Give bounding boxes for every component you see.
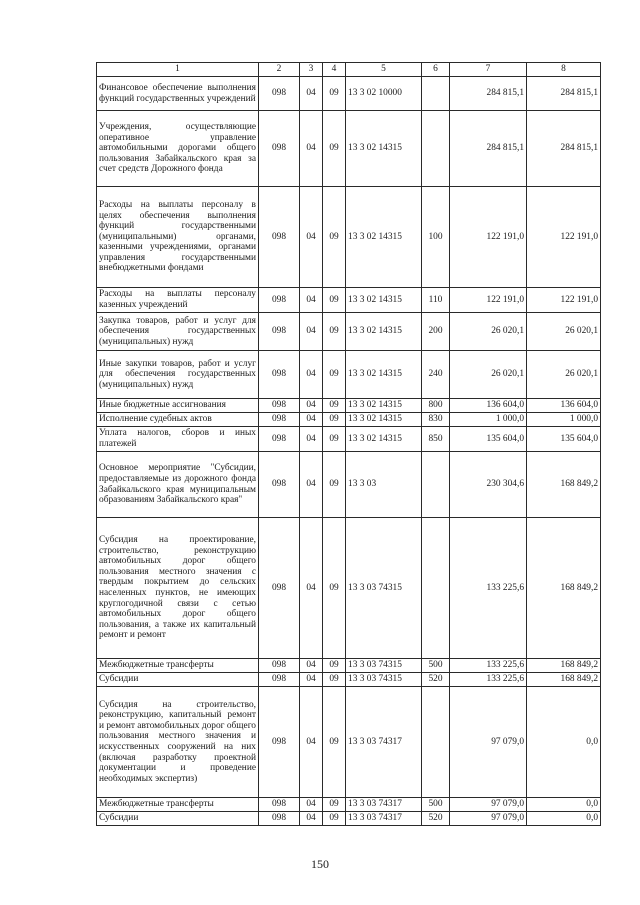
row-name-cell: Иные бюджетные ассигнования <box>97 399 259 413</box>
col-header-5: 5 <box>346 63 422 77</box>
expense-type-cell: 850 <box>422 427 450 452</box>
amount-col8-cell: 122 191,0 <box>527 288 601 313</box>
target-item-cell: 13 3 03 74315 <box>346 659 422 673</box>
ministry-code-cell: 098 <box>259 413 300 427</box>
section-cell: 04 <box>300 288 323 313</box>
table-row <box>97 77 601 111</box>
amount-col7-cell: 133 225,6 <box>450 673 527 687</box>
col-header-2: 2 <box>259 63 300 77</box>
subsection-cell: 09 <box>323 399 346 413</box>
amount-col7-cell: 122 191,0 <box>450 288 527 313</box>
row-name-cell: Закупка товаров, работ и услуг для обеспечения государственных (муниципальных) нужд <box>97 313 259 351</box>
section-cell: 04 <box>300 427 323 452</box>
ministry-code-cell: 098 <box>259 518 300 659</box>
target-item-cell: 13 3 02 14315 <box>346 313 422 351</box>
amount-col7-cell: 1 000,0 <box>450 413 527 427</box>
amount-col7-cell: 284 815,1 <box>450 111 527 187</box>
ministry-code-cell: 098 <box>259 798 300 812</box>
ministry-code-cell: 098 <box>259 111 300 187</box>
row-name-cell: Основное мероприятие "Субсидии, предоставляемые из дорожного фонда Забайкальского края муниципальным образованиям Забайкальского края" <box>97 452 259 518</box>
row-name-cell: Субсидии <box>97 812 259 826</box>
table-row <box>97 812 601 826</box>
subsection-cell: 09 <box>323 187 346 288</box>
ministry-code-cell: 098 <box>259 351 300 399</box>
amount-col8-cell: 26 020,1 <box>527 351 601 399</box>
amount-col8-cell: 26 020,1 <box>527 313 601 351</box>
ministry-code-cell: 098 <box>259 77 300 111</box>
subsection-cell: 09 <box>323 427 346 452</box>
target-item-cell: 13 3 03 74315 <box>346 673 422 687</box>
amount-col8-cell: 168 849,2 <box>527 518 601 659</box>
section-cell: 04 <box>300 399 323 413</box>
table-row <box>97 427 601 452</box>
expense-type-cell <box>422 687 450 798</box>
amount-col8-cell: 168 849,2 <box>527 452 601 518</box>
amount-col8-cell: 0,0 <box>527 798 601 812</box>
ministry-code-cell: 098 <box>259 288 300 313</box>
amount-col8-cell: 284 815,1 <box>527 77 601 111</box>
expense-type-cell <box>422 518 450 659</box>
row-name-cell: Субсидия на проектирование, строительство, реконструкцию автомобильных дорог общего пользования местного значения с твердым покрытием до сельских населенных пунктов, не имеющих круглогодичной связи с сетью автомобильных дорог общего пользования, а также их капитальный ремонт и ремонт <box>97 518 259 659</box>
col-header-8: 8 <box>527 63 601 77</box>
expense-type-cell: 500 <box>422 659 450 673</box>
section-cell: 04 <box>300 673 323 687</box>
table-row <box>97 798 601 812</box>
section-cell: 04 <box>300 187 323 288</box>
col-header-3: 3 <box>300 63 323 77</box>
section-cell: 04 <box>300 518 323 659</box>
subsection-cell: 09 <box>323 313 346 351</box>
subsection-cell: 09 <box>323 659 346 673</box>
table-row <box>97 687 601 798</box>
target-item-cell: 13 3 03 74317 <box>346 798 422 812</box>
subsection-cell: 09 <box>323 452 346 518</box>
table-row <box>97 659 601 673</box>
amount-col8-cell: 122 191,0 <box>527 187 601 288</box>
target-item-cell: 13 3 03 <box>346 452 422 518</box>
subsection-cell: 09 <box>323 351 346 399</box>
subsection-cell: 09 <box>323 77 346 111</box>
row-name-cell: Расходы на выплаты персоналу в целях обеспечения выполнения функций государственными (муниципальными) органами, казенными учреждениями, органами управления государственными внебюджетными фондами <box>97 187 259 288</box>
table-row <box>97 673 601 687</box>
target-item-cell: 13 3 02 14315 <box>346 399 422 413</box>
amount-col8-cell: 168 849,2 <box>527 673 601 687</box>
section-cell: 04 <box>300 812 323 826</box>
section-cell: 04 <box>300 351 323 399</box>
expense-type-cell <box>422 77 450 111</box>
expense-type-cell: 800 <box>422 399 450 413</box>
ministry-code-cell: 098 <box>259 427 300 452</box>
target-item-cell: 13 3 02 14315 <box>346 187 422 288</box>
table-row <box>97 313 601 351</box>
amount-col8-cell: 136 604,0 <box>527 399 601 413</box>
ministry-code-cell: 098 <box>259 187 300 288</box>
amount-col8-cell: 168 849,2 <box>527 659 601 673</box>
ministry-code-cell: 098 <box>259 452 300 518</box>
target-item-cell: 13 3 03 74317 <box>346 687 422 798</box>
col-header-1: 1 <box>97 63 259 77</box>
target-item-cell: 13 3 03 74317 <box>346 812 422 826</box>
col-header-4: 4 <box>323 63 346 77</box>
section-cell: 04 <box>300 798 323 812</box>
ministry-code-cell: 098 <box>259 812 300 826</box>
subsection-cell: 09 <box>323 687 346 798</box>
page-number: 150 <box>311 857 329 871</box>
section-cell: 04 <box>300 452 323 518</box>
budget-table <box>96 62 601 826</box>
amount-col7-cell: 97 079,0 <box>450 812 527 826</box>
subsection-cell: 09 <box>323 798 346 812</box>
ministry-code-cell: 098 <box>259 673 300 687</box>
row-name-cell: Исполнение судебных актов <box>97 413 259 427</box>
expense-type-cell <box>422 452 450 518</box>
table-row <box>97 452 601 518</box>
expense-type-cell: 520 <box>422 812 450 826</box>
amount-col7-cell: 136 604,0 <box>450 399 527 413</box>
section-cell: 04 <box>300 313 323 351</box>
table-header-row <box>97 63 601 77</box>
table-row <box>97 288 601 313</box>
expense-type-cell: 500 <box>422 798 450 812</box>
ministry-code-cell: 098 <box>259 659 300 673</box>
amount-col8-cell: 135 604,0 <box>527 427 601 452</box>
amount-col7-cell: 133 225,6 <box>450 518 527 659</box>
row-name-cell: Уплата налогов, сборов и иных платежей <box>97 427 259 452</box>
amount-col7-cell: 97 079,0 <box>450 687 527 798</box>
table-row <box>97 399 601 413</box>
subsection-cell: 09 <box>323 288 346 313</box>
table-row <box>97 111 601 187</box>
table-row <box>97 187 601 288</box>
row-name-cell: Межбюджетные трансферты <box>97 659 259 673</box>
row-name-cell: Учреждения, осуществляющие оперативное управление автомобильными дорогами общего пользования Забайкальского края за счет средств Дорожного фонда <box>97 111 259 187</box>
target-item-cell: 13 3 02 14315 <box>346 351 422 399</box>
row-name-cell: Межбюджетные трансферты <box>97 798 259 812</box>
expense-type-cell: 240 <box>422 351 450 399</box>
target-item-cell: 13 3 02 10000 <box>346 77 422 111</box>
section-cell: 04 <box>300 77 323 111</box>
target-item-cell: 13 3 02 14315 <box>346 427 422 452</box>
section-cell: 04 <box>300 687 323 798</box>
amount-col8-cell: 0,0 <box>527 687 601 798</box>
table-row <box>97 413 601 427</box>
subsection-cell: 09 <box>323 518 346 659</box>
row-name-cell: Иные закупки товаров, работ и услуг для обеспечения государственных (муниципальных) нужд <box>97 351 259 399</box>
amount-col7-cell: 26 020,1 <box>450 351 527 399</box>
col-header-7: 7 <box>450 63 527 77</box>
amount-col7-cell: 135 604,0 <box>450 427 527 452</box>
row-name-cell: Субсидия на строительство, реконструкцию, капитальный ремонт и ремонт автомобильных дорог общего пользования местного значения и искусственных сооружений на них (включая разработку проектной документации и проведение необходимых экспертиз) <box>97 687 259 798</box>
amount-col8-cell: 284 815,1 <box>527 111 601 187</box>
ministry-code-cell: 098 <box>259 399 300 413</box>
expense-type-cell: 110 <box>422 288 450 313</box>
amount-col7-cell: 133 225,6 <box>450 659 527 673</box>
row-name-cell: Финансовое обеспечение выполнения функций государственных учреждений <box>97 77 259 111</box>
table-row <box>97 518 601 659</box>
amount-col7-cell: 284 815,1 <box>450 77 527 111</box>
subsection-cell: 09 <box>323 673 346 687</box>
amount-col7-cell: 230 304,6 <box>450 452 527 518</box>
target-item-cell: 13 3 02 14315 <box>346 111 422 187</box>
section-cell: 04 <box>300 111 323 187</box>
section-cell: 04 <box>300 659 323 673</box>
target-item-cell: 13 3 03 74315 <box>346 518 422 659</box>
amount-col8-cell: 1 000,0 <box>527 413 601 427</box>
expense-type-cell: 520 <box>422 673 450 687</box>
amount-col7-cell: 26 020,1 <box>450 313 527 351</box>
subsection-cell: 09 <box>323 413 346 427</box>
table-row <box>97 351 601 399</box>
amount-col8-cell: 0,0 <box>527 812 601 826</box>
row-name-cell: Субсидии <box>97 673 259 687</box>
amount-col7-cell: 122 191,0 <box>450 187 527 288</box>
section-cell: 04 <box>300 413 323 427</box>
expense-type-cell: 100 <box>422 187 450 288</box>
expense-type-cell <box>422 111 450 187</box>
target-item-cell: 13 3 02 14315 <box>346 288 422 313</box>
col-header-6: 6 <box>422 63 450 77</box>
row-name-cell: Расходы на выплаты персоналу казенных учреждений <box>97 288 259 313</box>
subsection-cell: 09 <box>323 812 346 826</box>
expense-type-cell: 200 <box>422 313 450 351</box>
amount-col7-cell: 97 079,0 <box>450 798 527 812</box>
expense-type-cell: 830 <box>422 413 450 427</box>
target-item-cell: 13 3 02 14315 <box>346 413 422 427</box>
subsection-cell: 09 <box>323 111 346 187</box>
ministry-code-cell: 098 <box>259 313 300 351</box>
ministry-code-cell: 098 <box>259 687 300 798</box>
